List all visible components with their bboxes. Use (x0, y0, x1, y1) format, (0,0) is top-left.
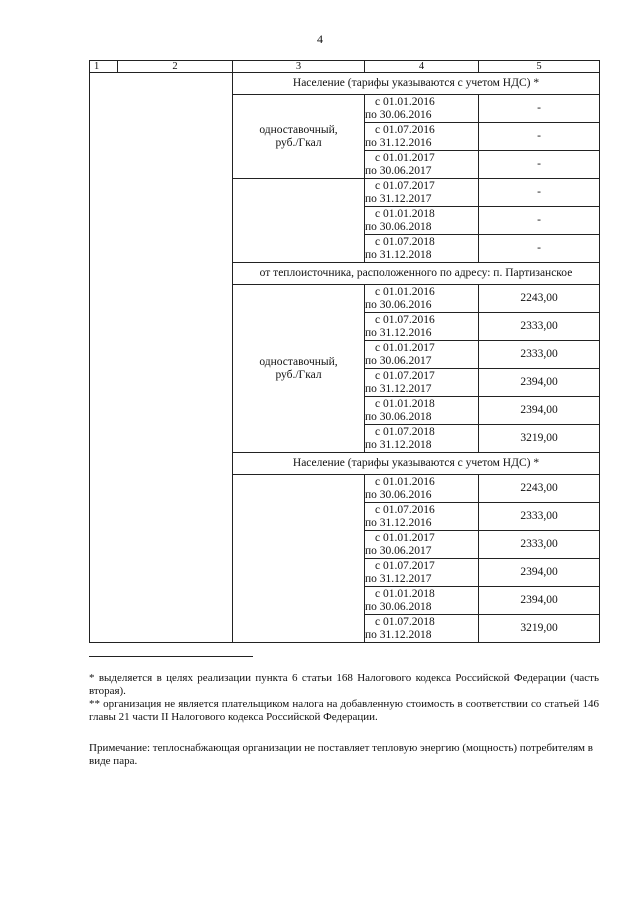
tariff-table (89, 60, 600, 643)
period-cell: с 01.01.2017 по 30.06.2017 (365, 151, 479, 179)
footnote-divider (89, 656, 253, 657)
remark-note: Примечание: теплоснабжающая организации не поставляет тепловую энергию (мощность) потребителям в виде пара. (89, 742, 593, 767)
col-1-header: 1 (90, 61, 118, 73)
tariff-value: 2333,00 (479, 503, 600, 531)
tariff-value: 3219,00 (479, 615, 600, 643)
col-2-header: 2 (118, 61, 233, 73)
tariff-value: - (479, 95, 600, 123)
section-title: Население (тарифы указываются с учетом НДС) * (233, 73, 600, 95)
empty-type-cell (233, 179, 365, 263)
tariff-value: - (479, 151, 600, 179)
period-cell: с 01.07.2018 по 31.12.2018 (365, 425, 479, 453)
period-cell: с 01.01.2017 по 30.06.2017 (365, 341, 479, 369)
col-5-header: 5 (479, 61, 600, 73)
empty-type-cell (233, 475, 365, 643)
period-cell: с 01.07.2016 по 31.12.2016 (365, 123, 479, 151)
period-cell: с 01.01.2018 по 30.06.2018 (365, 587, 479, 615)
tariff-value: 2243,00 (479, 475, 600, 503)
tariff-unit-line: руб./Гкал (275, 136, 322, 149)
tariff-value: 2333,00 (479, 341, 600, 369)
period-cell: с 01.07.2016 по 31.12.2016 (365, 313, 479, 341)
footnote-vat: * выделяется в целях реализации пункта 6 статьи 168 Налогового кодекса Российской Федерации (часть вторая). (89, 672, 599, 697)
period-cell: с 01.01.2018 по 30.06.2018 (365, 207, 479, 235)
period-cell: с 01.07.2018 по 31.12.2018 (365, 235, 479, 263)
tariff-value: 2394,00 (479, 397, 600, 425)
col-4-header: 4 (365, 61, 479, 73)
period-cell: с 01.07.2017 по 31.12.2017 (365, 559, 479, 587)
tariff-type-cell (233, 285, 365, 453)
section-row (90, 73, 600, 95)
tariff-type-line: одноставочный, (259, 355, 338, 368)
tariff-value: 2394,00 (479, 559, 600, 587)
period-cell: с 01.01.2016 по 30.06.2016 (365, 285, 479, 313)
tariff-value: - (479, 207, 600, 235)
tariff-type-line: одноставочный, (259, 123, 338, 136)
period-cell: с 01.01.2018 по 30.06.2018 (365, 397, 479, 425)
tariff-value: 2394,00 (479, 587, 600, 615)
footnotes (89, 672, 599, 768)
page-number: 4 (317, 32, 323, 46)
tariff-value: - (479, 235, 600, 263)
period-cell: с 01.01.2017 по 30.06.2017 (365, 531, 479, 559)
tariff-value: 2333,00 (479, 313, 600, 341)
period-cell: с 01.07.2017 по 31.12.2017 (365, 179, 479, 207)
tariff-value: - (479, 179, 600, 207)
footnote-non-payer: ** организация не является плательщиком налога на добавленную стоимость в соответствии со статьей 146 главы 21 части II Налогового кодекса Российской Федерации. (89, 698, 599, 723)
period-cell: с 01.07.2017 по 31.12.2017 (365, 369, 479, 397)
col-3-header: 3 (233, 61, 365, 73)
tariff-type-cell (233, 95, 365, 179)
period-cell: с 01.07.2018 по 31.12.2018 (365, 615, 479, 643)
section-title: Население (тарифы указываются с учетом НДС) * (233, 453, 600, 475)
period-cell: с 01.07.2016 по 31.12.2016 (365, 503, 479, 531)
tariff-unit-line: руб./Гкал (275, 368, 322, 381)
tariff-value: 2333,00 (479, 531, 600, 559)
tariff-value: - (479, 123, 600, 151)
empty-left-cell (90, 73, 233, 643)
period-cell: с 01.01.2016 по 30.06.2016 (365, 95, 479, 123)
section-title: от теплоисточника, расположенного по адресу: п. Партизанское (233, 263, 600, 285)
tariff-value: 2243,00 (479, 285, 600, 313)
period-cell: с 01.01.2016 по 30.06.2016 (365, 475, 479, 503)
tariff-value: 3219,00 (479, 425, 600, 453)
tariff-value: 2394,00 (479, 369, 600, 397)
table-header-row (90, 61, 600, 73)
